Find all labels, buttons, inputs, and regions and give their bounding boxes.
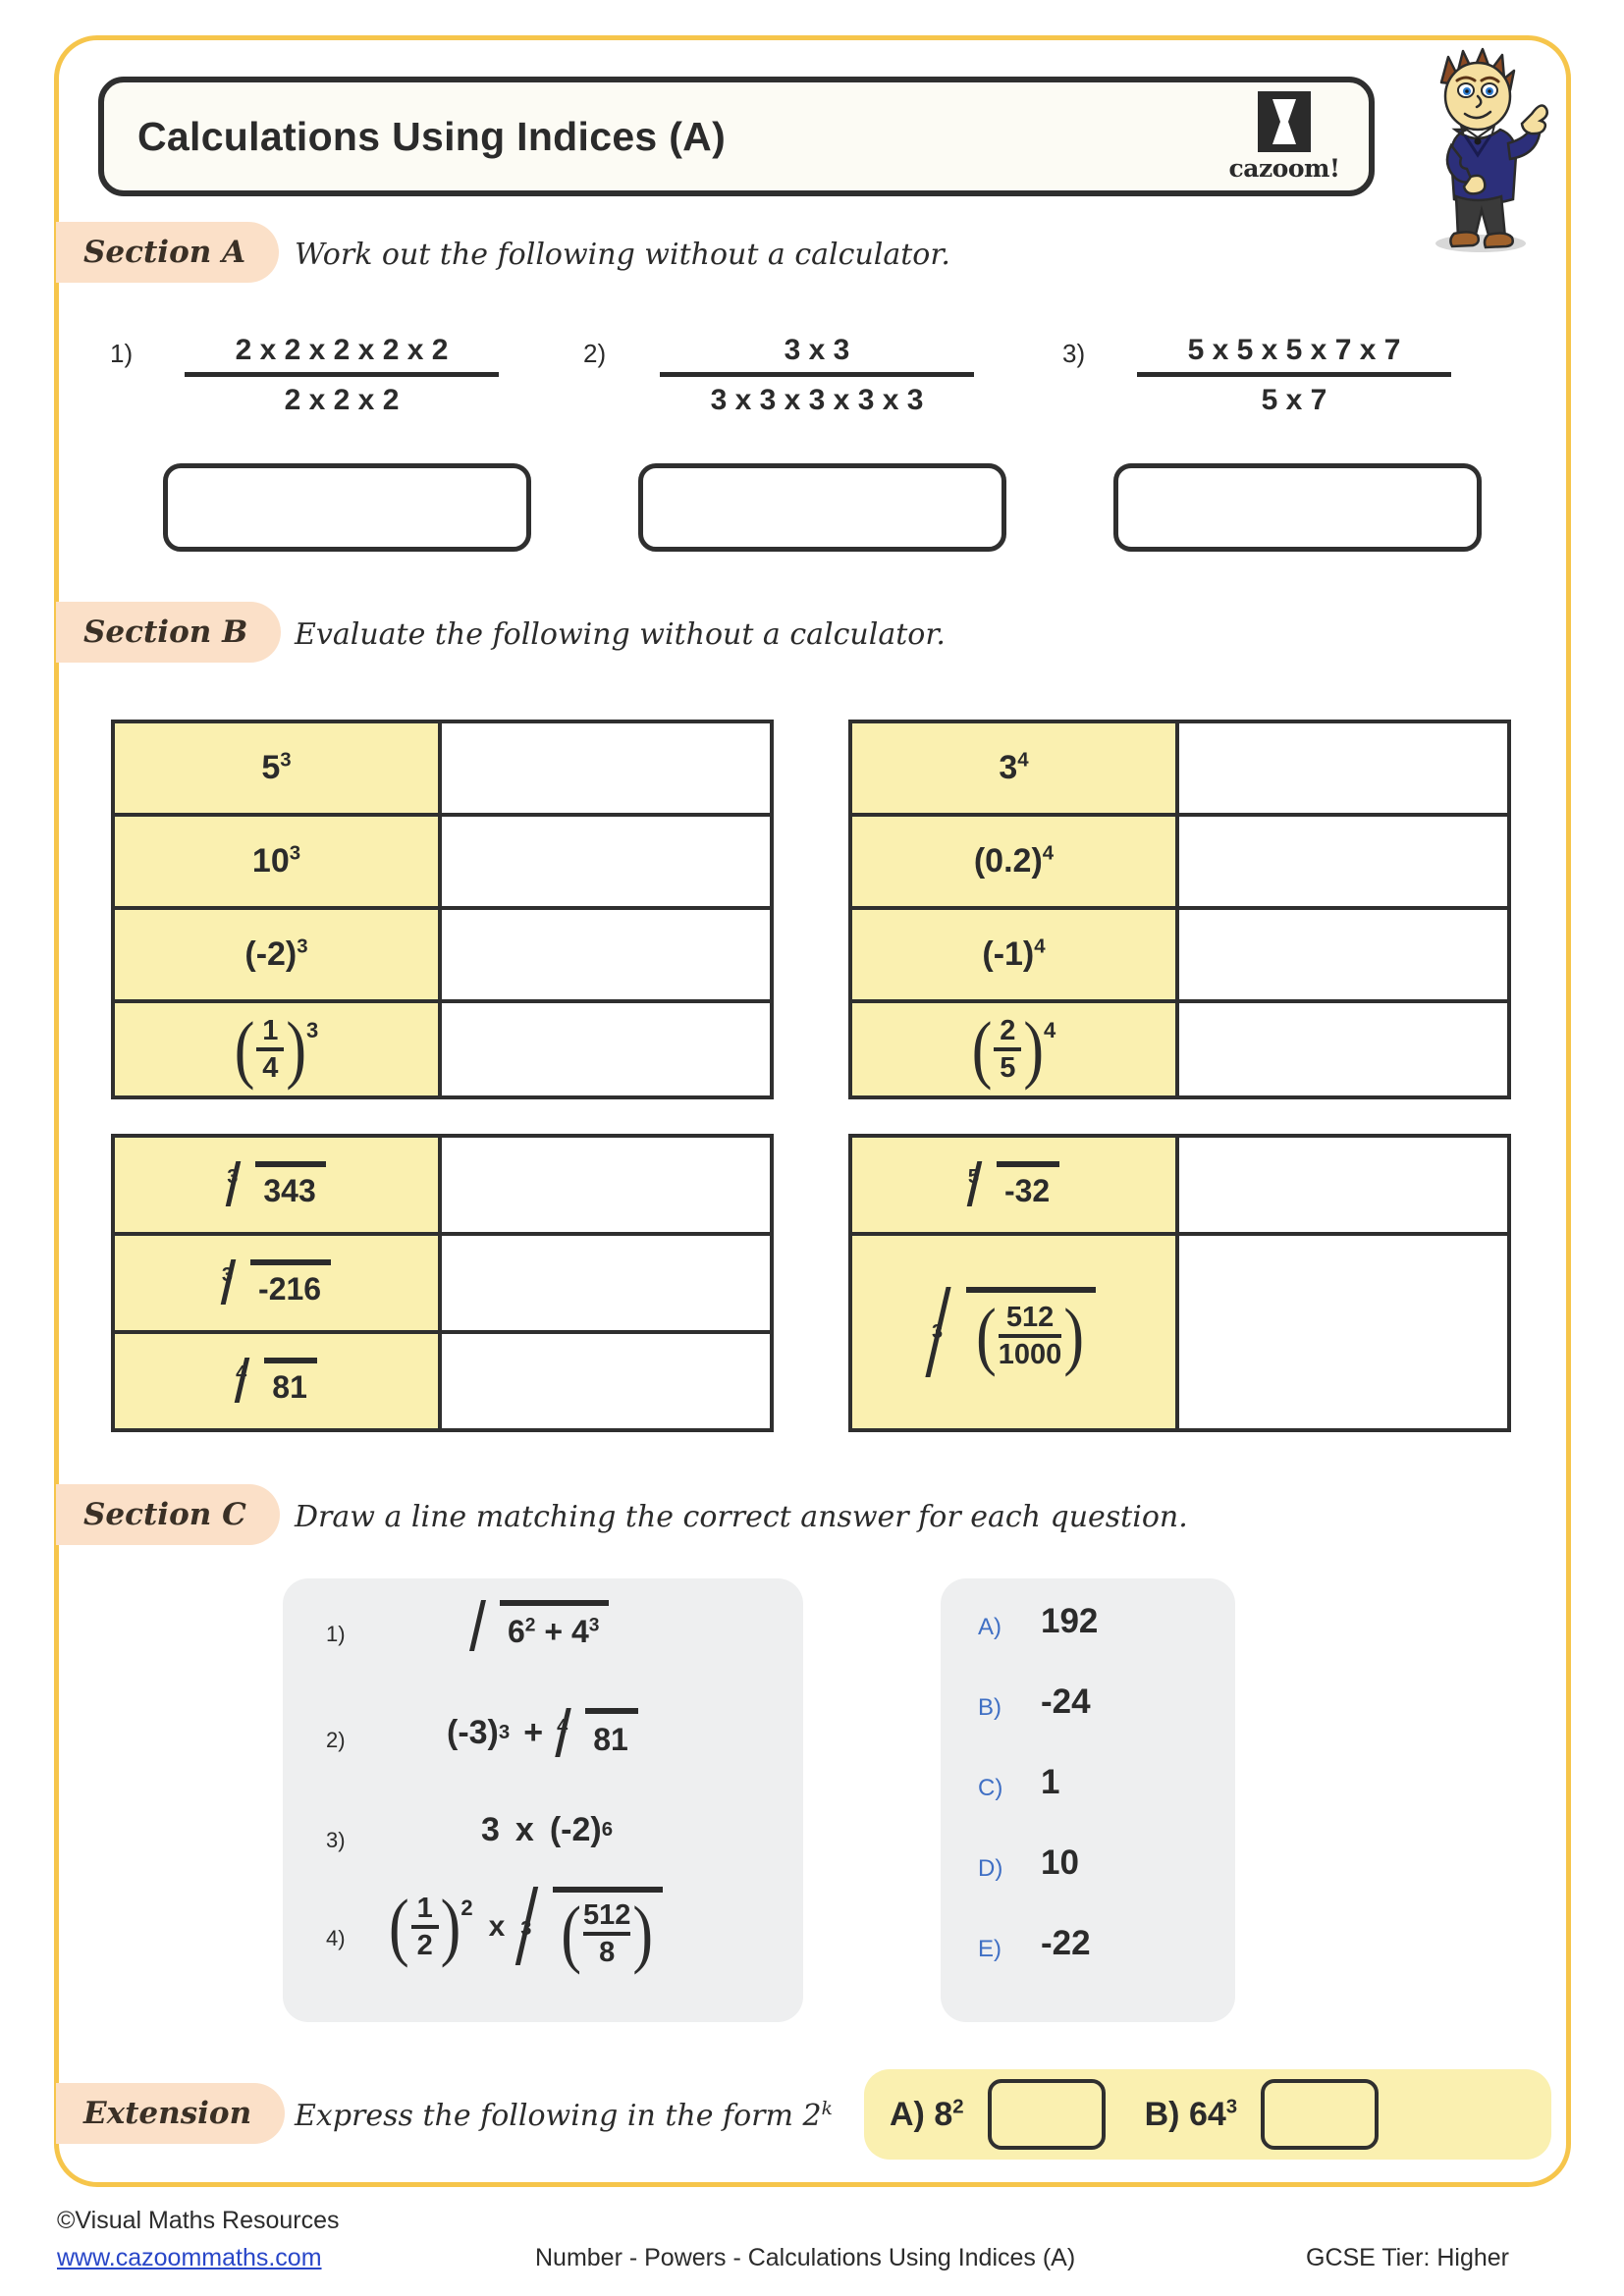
table-row [850,815,1509,908]
answer-cell[interactable] [1177,815,1509,908]
section-a-q3-fraction [1137,334,1451,417]
power-exponent: 3 [289,842,301,865]
extension-item-b-label [1145,2096,1238,2134]
fraction-denominator: 4 [262,1052,279,1084]
extension-item-base: 8 [934,2095,953,2133]
section-c-q4-number: 4) [326,1926,346,1950]
section-c-q3-expression [481,1811,613,1849]
fraction-numerator: 2 x 2 x 2 x 2 x 2 [235,334,449,366]
fraction-denominator: 5 x 7 [1261,384,1327,416]
fraction-power [389,1885,473,1969]
fraction-bar [256,1047,284,1051]
radicand: -216 [250,1259,331,1308]
worksheet-header [98,77,1375,196]
extension-label: Extension [56,2083,285,2144]
fraction-inside-radical [976,1294,1084,1378]
term-exponent: 3 [588,1615,600,1636]
root-index: 4 [236,1362,247,1385]
radicand: -32 [997,1161,1059,1209]
answer-letter-b: B) [978,1694,1001,1721]
power-base: (0.2) [973,842,1043,880]
answer-letter-a: A) [978,1614,1001,1640]
cazoom-logo [1225,91,1343,183]
page-title: Calculations Using Indices (A) [137,113,727,159]
section-a-q1-number: 1) [110,339,134,368]
power-base: (-2) [244,935,298,973]
answer-value-d[interactable]: 10 [1041,1843,1079,1882]
section-a-answer-box-2[interactable] [638,463,1006,552]
extension-instruction-exponent: k [821,2099,833,2119]
question-cell [850,721,1177,815]
fraction-numerator: 1 [416,1893,433,1924]
root-index: 3 [227,1166,239,1189]
power-exponent: 3 [280,749,292,772]
power-exponent: 4 [1017,749,1029,772]
section-c-label: Section C [56,1484,280,1545]
radical-expression [227,1161,326,1209]
term-base: (-2) [549,1811,602,1848]
table-row [850,721,1509,815]
mascot-illustration [1394,39,1561,260]
extension-item-exponent: 2 [952,2096,964,2118]
question-cell [850,1136,1177,1234]
table-row [113,1234,772,1332]
fraction-denominator: 5 [1000,1052,1016,1084]
left-paren: ( [234,1007,255,1092]
section-a-instruction: Work out the following without a calculator. [295,238,950,272]
logo-wordmark: cazoom! [1228,153,1340,183]
table-row [113,1332,772,1430]
term-base: 4 [570,1614,589,1649]
section-b-roots-table-left [111,1134,774,1432]
answer-value-c[interactable]: 1 [1041,1763,1060,1801]
section-b-powers-table-right [848,720,1511,1099]
plus-sign: + [523,1713,544,1751]
power-exponent: 4 [1044,1017,1056,1042]
left-paren: ( [976,1294,997,1378]
power-base: 10 [251,842,290,880]
answer-cell[interactable] [440,908,772,1001]
extension-item-a-label [890,2096,964,2134]
fraction-numerator: 5 x 5 x 5 x 7 x 7 [1187,334,1401,366]
radicand: 343 [255,1161,325,1209]
tier-text: GCSE Tier: Higher [1306,2244,1510,2271]
website-link[interactable]: www.cazoommaths.com [57,2244,322,2271]
table-row [113,721,772,815]
answer-value-a[interactable]: 192 [1041,1602,1099,1640]
answer-cell[interactable] [1177,908,1509,1001]
question-cell [850,908,1177,1001]
question-cell [850,1001,1177,1097]
fraction-bar [994,1047,1021,1051]
table-row [850,1136,1509,1234]
answer-cell[interactable] [1177,1136,1509,1234]
radical-fraction-expression [932,1287,1096,1377]
radicand: 81 [264,1358,317,1406]
fraction-bar [999,1334,1062,1338]
question-cell [113,908,440,1001]
fraction-numerator: 512 [1005,1302,1055,1333]
term-exponent: 6 [601,1819,614,1841]
question-cell [113,815,440,908]
fraction-bar [583,1932,630,1936]
extension-item-base: 64 [1188,2095,1226,2133]
fraction-bar [411,1925,439,1929]
topic-text: Number - Powers - Calculations Using Indices (A) [535,2244,1076,2271]
hourglass-icon [1258,91,1311,152]
section-b-instruction: Evaluate the following without a calculator. [295,617,946,652]
page-footer [0,2199,1624,2296]
fraction-power [971,1007,1056,1092]
root-index: 5 [967,1166,979,1189]
fraction-denominator: 1000 [998,1339,1062,1371]
answer-letter-e: E) [978,1936,1001,1962]
fraction-power [234,1007,319,1092]
root-index: 3 [520,1917,532,1940]
extension-item-letter: B) [1144,2095,1180,2133]
power-exponent: 3 [306,1017,319,1042]
right-paren: ) [286,1007,307,1092]
power-exponent: 3 [297,935,308,958]
hourglass-glyph [1270,97,1299,146]
term-base: 6 [508,1614,525,1649]
fraction-denominator: 2 [416,1930,433,1962]
extension-instruction-text: Express the following in the form 2 [295,2099,822,2133]
question-cell [850,815,1177,908]
answer-cell[interactable] [440,1001,772,1097]
section-c-q3-number: 3) [326,1828,346,1852]
answer-value-b[interactable]: -24 [1041,1682,1091,1721]
right-paren: ) [1023,1007,1045,1092]
plus-sign: + [544,1614,564,1649]
term-exponent: 3 [498,1721,511,1743]
section-a-label: Section A [56,222,279,283]
term-base: (-3) [447,1713,499,1751]
answer-cell[interactable] [440,721,772,815]
extension-instruction [295,2099,833,2133]
table-row [113,908,772,1001]
section-a-q2-number: 2) [583,339,607,368]
section-c-q2-expression [447,1708,638,1758]
question-cell [113,1234,440,1332]
copyright-text: ©Visual Maths Resources [57,2207,340,2234]
power-base: 3 [999,749,1018,786]
radical-expression [222,1259,331,1308]
table-row [850,908,1509,1001]
question-cell [113,1001,440,1097]
power-base: 5 [261,749,281,786]
radical-expression [968,1161,1059,1209]
question-cell [113,1136,440,1234]
times-sign: x [514,1811,534,1848]
section-a-q2-fraction [660,334,974,417]
table-row [850,1234,1509,1430]
answer-value-e[interactable]: -22 [1041,1924,1091,1962]
fraction-numerator: 1 [262,1014,279,1046]
section-c-instruction: Draw a line matching the correct answer for each question. [295,1500,1188,1534]
answer-cell[interactable] [1177,1234,1509,1430]
answer-cell[interactable] [440,1332,772,1430]
radical-expression [236,1358,317,1406]
extension-item-letter: A) [890,2095,925,2133]
table-row [113,1136,772,1234]
section-a-q1-fraction [185,334,499,417]
fraction-inside-radical [561,1892,654,1976]
table-row [113,815,772,908]
root-index: 4 [557,1715,568,1737]
times-sign: x [488,1910,506,1944]
section-b-label: Section B [56,602,281,663]
power-base: (-1) [982,935,1035,973]
extension-answer-strip [864,2069,1551,2160]
radical-expression [475,1600,609,1651]
answer-cell[interactable] [440,1136,772,1234]
question-cell [113,721,440,815]
section-a-answer-box-1[interactable] [163,463,531,552]
answer-letter-d: D) [978,1855,1003,1882]
section-b-powers-table-left [111,720,774,1099]
fraction-denominator: 2 x 2 x 2 [284,384,400,416]
fraction-denominator: 3 x 3 x 3 x 3 x 3 [710,384,924,416]
table-row [113,1001,772,1097]
answer-cell[interactable] [1177,1001,1509,1097]
answer-cell[interactable] [1177,721,1509,815]
multiplier: 3 [481,1811,500,1848]
section-c-q4-expression [389,1885,663,1976]
question-cell [850,1234,1177,1430]
section-b-roots-table-right [848,1134,1511,1432]
section-a-answer-box-3[interactable] [1113,463,1482,552]
fraction-numerator: 512 [583,1899,631,1931]
power-exponent: 4 [1034,935,1046,958]
fraction-denominator: 8 [599,1937,616,1969]
table-row [850,1001,1509,1097]
right-paren: ) [1063,1294,1084,1378]
section-c-q1-number: 1) [326,1622,346,1646]
fraction-numerator: 3 x 3 [784,334,850,366]
answer-letter-c: C) [978,1775,1003,1801]
root-index: 3 [221,1264,234,1287]
power-exponent: 2 [460,1896,473,1920]
section-c-q1-expression [475,1600,609,1651]
radical-expression [557,1708,638,1758]
extension-answer-box-a[interactable] [988,2079,1106,2150]
left-paren: ( [971,1007,993,1092]
power-exponent: 4 [1042,842,1055,865]
root-index: 3 [932,1321,944,1343]
section-c-q2-number: 2) [326,1728,346,1752]
extension-answer-box-b[interactable] [1261,2079,1379,2150]
answer-cell[interactable] [440,815,772,908]
fraction-numerator: 2 [1000,1014,1016,1046]
extension-item-exponent: 3 [1225,2096,1238,2118]
section-a-q3-number: 3) [1062,339,1086,368]
radicand: 81 [585,1708,638,1758]
right-paren: ) [440,1885,461,1969]
left-paren: ( [561,1892,582,1976]
term-exponent: 2 [524,1615,536,1636]
question-cell [113,1332,440,1430]
right-paren: ) [632,1892,654,1976]
radical-fraction-expression [520,1887,663,1976]
left-paren: ( [389,1885,409,1969]
answer-cell[interactable] [440,1234,772,1332]
